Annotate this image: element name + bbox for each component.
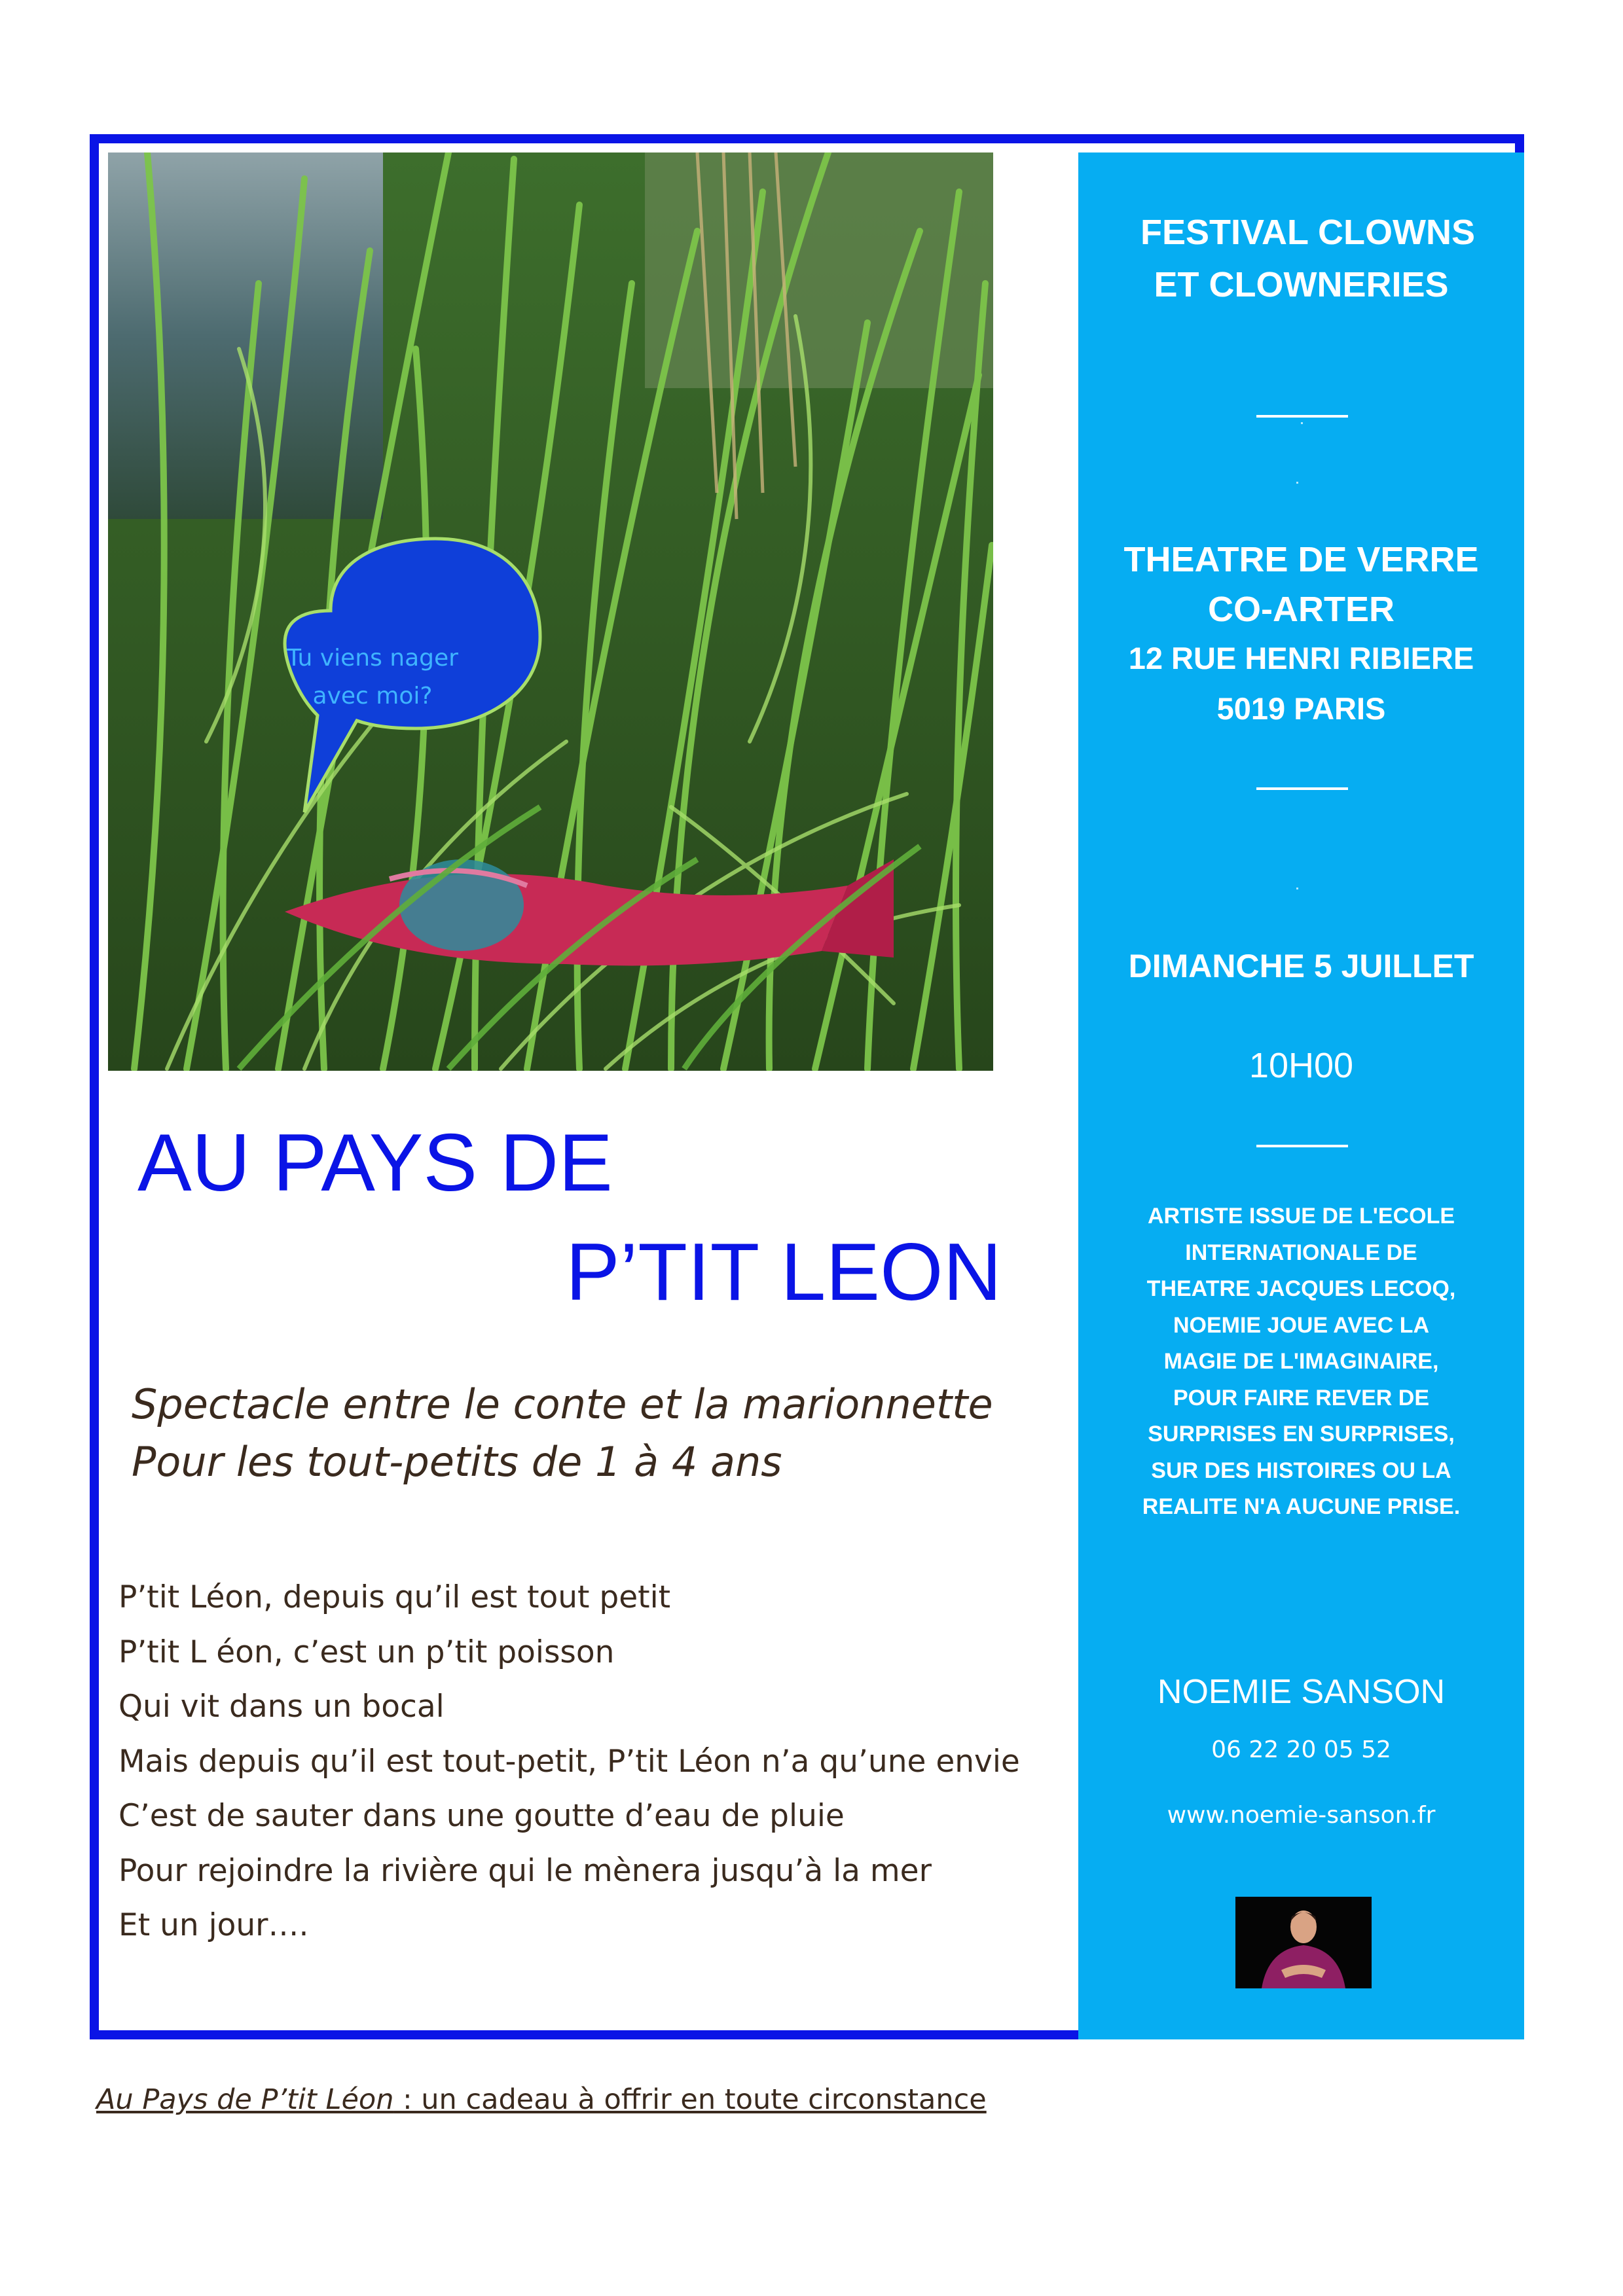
- poem-line: P’tit L éon, c’est un p’tit poisson: [119, 1634, 615, 1670]
- venue-name-line2: CO-ARTER: [1208, 590, 1395, 629]
- show-title-line1: AU PAYS DE: [137, 1118, 613, 1208]
- dot-mark: [1296, 482, 1298, 484]
- dot-mark: [1301, 422, 1303, 424]
- poem-line: Pour rejoindre la rivière qui le mènera jusqu’à la mer: [119, 1852, 932, 1889]
- event-date: DIMANCHE 5 JUILLET: [1128, 948, 1474, 984]
- show-subtitle-line2: Pour les tout-petits de 1 à 4 ans: [132, 1438, 782, 1486]
- artist-photo: [1235, 1897, 1372, 1988]
- poem-line: Mais depuis qu’il est tout-petit, P’tit Léon n’a qu’une envie: [119, 1743, 1020, 1780]
- divider: [1256, 1145, 1348, 1147]
- reed-photo-illustration: [108, 152, 993, 1071]
- festival-title-line2: ET CLOWNERIES: [1154, 265, 1449, 304]
- artist-name: NOEMIE SANSON: [1157, 1673, 1446, 1711]
- artist-bio: ARTISTE ISSUE DE L'ECOLE INTERNATIONALE DE THEATRE JACQUES LECOQ, NOEMIE JOUE AVEC LA MAGIE DE L'IMAGINAIRE, POUR FAIRE REVER DE SURPRISES EN SURPRISES, SUR DES HISTOIRES OU LA REALITE N'A AUCUNE PRISE.: [1142, 1204, 1461, 1519]
- footer-show-name: Au Pays de P’tit Léon: [96, 2083, 394, 2116]
- address-line1: 12 RUE HENRI RIBIERE: [1128, 641, 1474, 675]
- artist-website[interactable]: www.noemie-sanson.fr: [1167, 1802, 1436, 1829]
- divider: [1256, 787, 1348, 790]
- divider: [1256, 415, 1348, 418]
- footer-tagline-text: : un cadeau à offrir en toute circonstance: [393, 2083, 987, 2116]
- footer-tagline: [96, 2083, 987, 2116]
- poster-photo: [108, 152, 993, 1071]
- speech-bubble-text: Tu viens nager avec moi?: [287, 645, 458, 709]
- show-title-line2: P’TIT LEON: [566, 1227, 1002, 1318]
- event-time: 10H00: [1249, 1046, 1354, 1085]
- address-line2: 5019 PARIS: [1216, 691, 1386, 726]
- festival-title-line1: FESTIVAL CLOWNS: [1140, 213, 1475, 252]
- info-sidebar: [1078, 152, 1524, 2039]
- poem-text: [119, 1570, 1020, 1953]
- poster-frame: [90, 134, 1524, 2039]
- poem-line: P’tit Léon, depuis qu’il est tout petit: [119, 1579, 671, 1615]
- poem-line: Et un jour….: [119, 1907, 309, 1943]
- dot-mark: [1296, 888, 1298, 889]
- show-subtitle-line1: Spectacle entre le conte et la marionnette: [132, 1380, 993, 1428]
- venue-name-line1: THEATRE DE VERRE: [1123, 540, 1479, 579]
- poem-line: C’est de sauter dans une goutte d’eau de pluie: [119, 1798, 845, 1834]
- poem-line: Qui vit dans un bocal: [119, 1689, 445, 1725]
- artist-phone: 06 22 20 05 52: [1211, 1736, 1391, 1763]
